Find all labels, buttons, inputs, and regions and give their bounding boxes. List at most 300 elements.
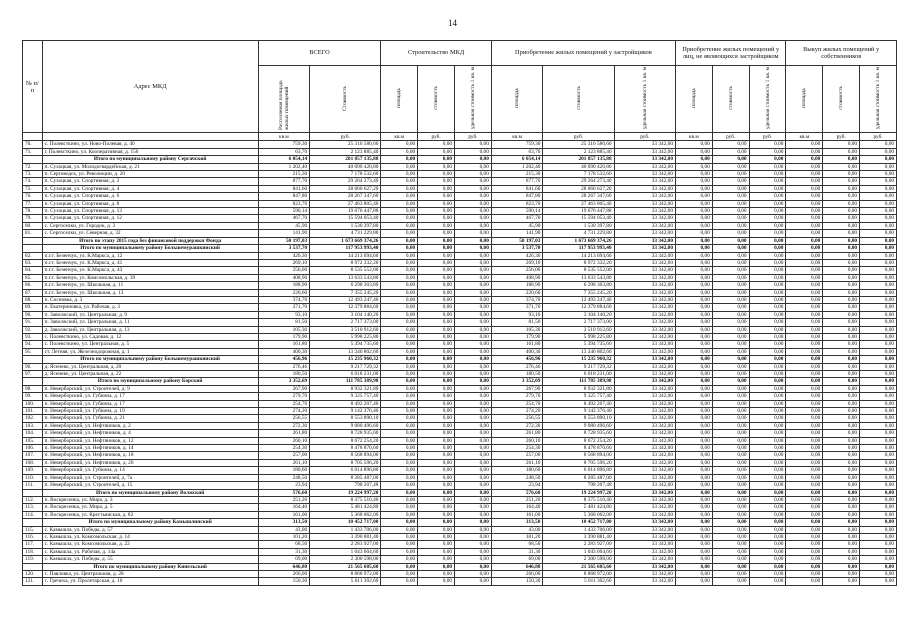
developer-area-cell: 248,50 (491, 474, 543, 481)
total-cost-cell: 8 972 332,20 (310, 259, 381, 266)
developer-area-cell: 400,30 (491, 348, 543, 355)
total-area-cell: 3 352,69 (258, 378, 310, 385)
construction-cell: 0,00 (455, 541, 492, 548)
developer-cost-cell: 15 235 960,32 (543, 356, 614, 363)
buyout-cell: 0,00 (860, 274, 897, 281)
buyout-cell: 0,00 (823, 237, 860, 244)
row-number: 84. (23, 267, 43, 274)
total-cost-cell: 8 868 972,00 (310, 570, 381, 577)
total-area-cell: 371,70 (258, 304, 310, 311)
construction-cell: 0,00 (381, 511, 418, 518)
total-area-cell: 23,94 (258, 482, 310, 489)
construction-cell: 0,00 (455, 563, 492, 570)
non-developer-cell: 0,00 (712, 141, 749, 148)
row-number: 103. (23, 422, 43, 429)
developer-unit-cost-cell: 33 342,00 (614, 496, 675, 503)
developer-area-cell: 408,90 (491, 274, 543, 281)
developer-cost-cell: 5 368 062,00 (543, 511, 614, 518)
unit-cell: кв.м (675, 133, 712, 141)
unit-cell: руб. (823, 133, 860, 141)
construction-cell: 0,00 (418, 378, 455, 385)
non-developer-cell: 0,00 (749, 445, 786, 452)
developer-area-cell: 257,00 (491, 452, 543, 459)
developer-unit-cost-cell: 33 342,00 (614, 393, 675, 400)
buyout-cell: 0,00 (823, 156, 860, 163)
non-developer-cell: 0,00 (675, 467, 712, 474)
developer-unit-cost-cell: 33 342,00 (614, 541, 675, 548)
non-developer-cell: 0,00 (712, 541, 749, 548)
address-cell: п. Неверборский, ул. Нефтяников, д. 4 (42, 430, 258, 437)
buyout-cell: 0,00 (823, 519, 860, 526)
developer-unit-cost-cell: 33 342,00 (614, 208, 675, 215)
developer-area-cell: 161,80 (491, 341, 543, 348)
address-cell: с. Гречиха, ул. Пролетарская, д. 10 (42, 578, 258, 585)
row-number: 73. (23, 171, 43, 178)
non-developer-cell: 0,00 (712, 467, 749, 474)
address-cell: с. Полевсткино, ул. Садовая, д. 12 (42, 333, 258, 340)
construction-cell: 0,00 (455, 519, 492, 526)
non-developer-cell: 0,00 (712, 296, 749, 303)
construction-cell: 0,00 (418, 185, 455, 192)
non-developer-cell: 0,00 (749, 415, 786, 422)
non-developer-cell: 0,00 (712, 415, 749, 422)
non-developer-cell: 0,00 (675, 193, 712, 200)
developer-area-cell: 3 352,69 (491, 378, 543, 385)
construction-cell: 0,00 (455, 437, 492, 444)
construction-cell: 0,00 (455, 467, 492, 474)
non-developer-cell: 0,00 (749, 319, 786, 326)
non-developer-cell: 0,00 (749, 267, 786, 274)
developer-cost-cell: 9 217 729,32 (543, 363, 614, 370)
developer-unit-cost-cell: 33 342,00 (614, 459, 675, 466)
buyout-cell: 0,00 (823, 222, 860, 229)
buyout-cell: 0,00 (860, 467, 897, 474)
non-developer-cell: 0,00 (749, 385, 786, 392)
total-cost-cell: 8 705 596,20 (310, 459, 381, 466)
buyout-cell: 0,00 (786, 570, 823, 577)
construction-cell: 0,00 (418, 274, 455, 281)
construction-cell: 0,00 (455, 200, 492, 207)
total-cost-cell: 9 080 496,60 (310, 422, 381, 429)
total-cost-cell: 9 142 376,40 (310, 408, 381, 415)
construction-cell: 0,00 (418, 141, 455, 148)
construction-cell: 0,00 (418, 296, 455, 303)
developer-unit-cost-cell: 33 342,00 (614, 237, 675, 244)
construction-cell: 0,00 (381, 408, 418, 415)
developer-cost-cell: 2 123 885,40 (543, 148, 614, 155)
non-developer-cell: 0,00 (712, 511, 749, 518)
non-developer-cell: 0,00 (712, 319, 749, 326)
total-area-cell: 3 537,70 (258, 245, 310, 252)
non-developer-cell: 0,00 (712, 215, 749, 222)
non-developer-cell: 0,00 (675, 341, 712, 348)
buyout-cell: 0,00 (823, 289, 860, 296)
construction-cell: 0,00 (455, 282, 492, 289)
non-developer-cell: 0,00 (712, 252, 749, 259)
buyout-cell: 0,00 (860, 533, 897, 540)
buyout-cell: 0,00 (823, 437, 860, 444)
unit-cell: кв.м (491, 133, 543, 141)
total-area-cell: 81,50 (258, 319, 310, 326)
total-area-cell: 823,70 (258, 200, 310, 207)
non-developer-cell: 0,00 (712, 245, 749, 252)
construction-cell: 0,00 (381, 422, 418, 429)
developer-cost-cell: 8 553 890,10 (543, 415, 614, 422)
table-row (23, 393, 897, 400)
non-developer-cell: 0,00 (712, 193, 749, 200)
total-area-cell: 180,60 (258, 467, 310, 474)
construction-cell: 0,00 (455, 482, 492, 489)
buyout-cell: 0,00 (860, 282, 897, 289)
buyout-cell: 0,00 (823, 496, 860, 503)
developer-area-cell: 266,00 (491, 570, 543, 577)
non-developer-cell: 0,00 (675, 259, 712, 266)
developer-unit-cost-cell: 33 342,00 (614, 178, 675, 185)
developer-cost-cell: 8 932 321,80 (543, 385, 614, 392)
non-developer-cell: 0,00 (749, 200, 786, 207)
developer-area-cell: 68,50 (491, 541, 543, 548)
construction-cell: 0,00 (381, 526, 418, 533)
buyout-cell: 0,00 (823, 556, 860, 563)
developer-cost-cell: 6 018 231,00 (543, 371, 614, 378)
construction-cell: 0,00 (455, 511, 492, 518)
developer-area-cell: 105,30 (491, 326, 543, 333)
total-area-cell: 374,70 (258, 296, 310, 303)
non-developer-cell: 0,00 (749, 222, 786, 229)
buyout-cell: 0,00 (860, 415, 897, 422)
buyout-cell: 0,00 (860, 400, 897, 407)
unit-cell: кв.м (381, 133, 418, 141)
buyout-cell: 0,00 (786, 467, 823, 474)
non-developer-cell: 0,00 (712, 371, 749, 378)
non-developer-cell: 0,00 (712, 200, 749, 207)
developer-unit-cost-cell: 33 342,00 (614, 422, 675, 429)
buyout-cell: 0,00 (786, 245, 823, 252)
developer-cost-cell: 9 325 757,40 (543, 393, 614, 400)
total-cost-cell: 8 553 890,10 (310, 415, 381, 422)
row-number: 74. (23, 178, 43, 185)
developer-unit-cost-cell: 33 342,00 (614, 141, 675, 148)
total-area-cell: 276,46 (258, 363, 310, 370)
address-cell: п. Сухоцкая, ул. Спортивная, д. 2 (42, 178, 258, 185)
buyout-cell: 0,00 (823, 385, 860, 392)
non-developer-cell: 0,00 (675, 245, 712, 252)
developer-unit-cost-cell: 33 342,00 (614, 474, 675, 481)
address-cell: с. Сергоселки, ул. Северная, д. 32 (42, 230, 258, 237)
non-developer-cell: 0,00 (712, 237, 749, 244)
buyout-cell: 0,00 (786, 496, 823, 503)
developer-unit-cost-cell: 33 342,00 (614, 274, 675, 281)
row-number (23, 378, 43, 385)
table-row (23, 422, 897, 429)
sub-header-text: площадь (396, 87, 403, 108)
unit-cell: руб. (455, 133, 492, 141)
buyout-cell: 0,00 (786, 289, 823, 296)
construction-cell: 0,00 (381, 563, 418, 570)
table-row (23, 408, 897, 415)
row-number: 81. (23, 230, 43, 237)
construction-cell: 0,00 (455, 415, 492, 422)
non-developer-cell: 0,00 (749, 474, 786, 481)
buyout-cell: 0,00 (860, 348, 897, 355)
construction-cell: 0,00 (455, 533, 492, 540)
buyout-cell: 0,00 (823, 408, 860, 415)
buyout-cell: 0,00 (786, 511, 823, 518)
construction-cell: 0,00 (381, 148, 418, 155)
group-header-non-developer: Приобретение жилых помещений у лиц, не являющихся застройщиком (675, 41, 785, 66)
buyout-cell: 0,00 (860, 156, 897, 163)
developer-cost-cell: 19 224 997,20 (543, 489, 614, 496)
developer-area-cell: 823,70 (491, 200, 543, 207)
non-developer-cell: 0,00 (675, 178, 712, 185)
total-area-cell: 63,70 (258, 148, 310, 155)
buyout-cell: 0,00 (823, 511, 860, 518)
non-developer-cell: 0,00 (675, 408, 712, 415)
buyout-cell: 0,00 (860, 393, 897, 400)
buyout-cell: 0,00 (786, 141, 823, 148)
non-developer-cell: 0,00 (749, 519, 786, 526)
non-developer-cell: 0,00 (712, 259, 749, 266)
construction-cell: 0,00 (381, 311, 418, 318)
non-developer-cell: 0,00 (675, 274, 712, 281)
developer-cost-cell: 8 375 510,40 (543, 496, 614, 503)
subtotal-label: Итого по муниципальному району Сергачский (42, 156, 258, 163)
buyout-cell: 0,00 (823, 452, 860, 459)
total-area-cell: 93,10 (258, 311, 310, 318)
construction-cell: 0,00 (418, 408, 455, 415)
buyout-cell: 0,00 (786, 163, 823, 170)
table-row (23, 526, 897, 533)
total-area-cell: 69,00 (258, 556, 310, 563)
table-row (23, 304, 897, 311)
non-developer-cell: 0,00 (749, 237, 786, 244)
table-row (23, 311, 897, 318)
sub-header-cell (860, 66, 897, 133)
construction-cell: 0,00 (455, 215, 492, 222)
row-number: 83. (23, 259, 43, 266)
buyout-cell: 0,00 (823, 489, 860, 496)
buyout-cell: 0,00 (823, 171, 860, 178)
buyout-cell: 0,00 (860, 326, 897, 333)
non-developer-cell: 0,00 (749, 570, 786, 577)
developer-unit-cost-cell: 33 342,00 (614, 511, 675, 518)
row-number: 92. (23, 326, 43, 333)
row-number: 97. (23, 371, 43, 378)
non-developer-cell: 0,00 (749, 459, 786, 466)
row-number: 110. (23, 474, 43, 481)
buyout-cell: 0,00 (823, 482, 860, 489)
row-number: 94. (23, 341, 43, 348)
unit-cell (23, 133, 43, 141)
non-developer-cell: 0,00 (675, 289, 712, 296)
buyout-cell: 0,00 (786, 504, 823, 511)
non-developer-cell: 0,00 (712, 548, 749, 555)
developer-area-cell: 6 054,14 (491, 156, 543, 163)
developer-area-cell: 877,70 (491, 178, 543, 185)
subtotal-row (23, 489, 897, 496)
row-number: 85. (23, 274, 43, 281)
total-area-cell: 847,80 (258, 193, 310, 200)
non-developer-cell: 0,00 (749, 193, 786, 200)
buyout-cell: 0,00 (860, 363, 897, 370)
developer-area-cell: 590,14 (491, 208, 543, 215)
construction-cell: 0,00 (418, 304, 455, 311)
buyout-cell: 0,00 (823, 415, 860, 422)
unit-cell: руб. (418, 133, 455, 141)
total-cost-cell: 5 011 302,60 (310, 578, 381, 585)
buyout-cell: 0,00 (860, 185, 897, 192)
row-number: 86. (23, 282, 43, 289)
construction-cell: 0,00 (381, 519, 418, 526)
non-developer-cell: 0,00 (712, 496, 749, 503)
construction-cell: 0,00 (381, 482, 418, 489)
developer-cost-cell: 5 481 424,80 (543, 504, 614, 511)
address-cell: п. Неверборский, ул. Губкина, д. 17 (42, 393, 258, 400)
buyout-cell: 0,00 (786, 356, 823, 363)
buyout-cell: 0,00 (860, 408, 897, 415)
buyout-cell: 0,00 (860, 563, 897, 570)
developer-cost-cell: 14 213 694,60 (543, 252, 614, 259)
non-developer-cell: 0,00 (712, 489, 749, 496)
non-developer-cell: 0,00 (749, 252, 786, 259)
construction-cell: 0,00 (381, 222, 418, 229)
buyout-cell: 0,00 (786, 430, 823, 437)
non-developer-cell: 0,00 (749, 533, 786, 540)
buyout-cell: 0,00 (786, 519, 823, 526)
table-row (23, 445, 897, 452)
buyout-cell: 0,00 (823, 200, 860, 207)
buyout-cell: 0,00 (823, 378, 860, 385)
buyout-cell: 0,00 (786, 274, 823, 281)
row-number (23, 489, 43, 496)
buyout-cell: 0,00 (860, 141, 897, 148)
buyout-cell: 0,00 (860, 385, 897, 392)
table-row (23, 482, 897, 489)
developer-unit-cost-cell: 33 342,00 (614, 267, 675, 274)
table-row (23, 319, 897, 326)
buyout-cell: 0,00 (786, 459, 823, 466)
total-area-cell: 254,70 (258, 400, 310, 407)
non-developer-cell: 0,00 (712, 393, 749, 400)
non-developer-cell: 0,00 (675, 563, 712, 570)
developer-area-cell: 467,70 (491, 215, 543, 222)
address-cell: п. Неверборский, ул. Нефтяников, д. 14 (42, 445, 258, 452)
construction-cell: 0,00 (418, 245, 455, 252)
construction-cell: 0,00 (381, 400, 418, 407)
construction-cell: 0,00 (418, 333, 455, 340)
non-developer-cell: 0,00 (712, 378, 749, 385)
non-developer-cell: 0,00 (749, 171, 786, 178)
address-cell: п.г.т. Безенчук, ул. Школьная, д. 11 (42, 282, 258, 289)
total-cost-cell: 8 728 935,60 (310, 430, 381, 437)
sub-header-text: удельная стоимость 1 кв. м (469, 66, 476, 130)
total-cost-cell: 13 633 543,80 (310, 274, 381, 281)
buyout-cell: 0,00 (860, 333, 897, 340)
developer-area-cell: 63,70 (491, 148, 543, 155)
buyout-cell: 0,00 (786, 326, 823, 333)
total-area-cell: 43,00 (258, 526, 310, 533)
buyout-cell: 0,00 (823, 578, 860, 585)
address-cell: п. Сосновка, д. 3 (42, 296, 258, 303)
developer-area-cell: 841,60 (491, 185, 543, 192)
developer-cost-cell: 8 478 870,60 (543, 445, 614, 452)
buyout-cell: 0,00 (823, 185, 860, 192)
construction-cell: 0,00 (381, 385, 418, 392)
total-area-cell: 400,30 (258, 348, 310, 355)
buyout-cell: 0,00 (823, 230, 860, 237)
construction-cell: 0,00 (418, 215, 455, 222)
non-developer-cell: 0,00 (675, 452, 712, 459)
buyout-cell: 0,00 (823, 304, 860, 311)
developer-unit-cost-cell: 33 342,00 (614, 430, 675, 437)
table-row (23, 496, 897, 503)
construction-cell: 0,00 (418, 178, 455, 185)
buyout-cell: 0,00 (823, 141, 860, 148)
construction-cell: 0,00 (381, 363, 418, 370)
buyout-cell: 0,00 (860, 259, 897, 266)
developer-cost-cell: 7 355 245,20 (543, 289, 614, 296)
buyout-cell: 0,00 (823, 252, 860, 259)
construction-cell: 0,00 (418, 237, 455, 244)
subtotal-label: Итого по этапу 2015 года без финансовой поддержки Фонда (42, 237, 258, 244)
row-number: 111. (23, 482, 43, 489)
non-developer-cell: 0,00 (712, 400, 749, 407)
developer-unit-cost-cell: 33 342,00 (614, 171, 675, 178)
construction-cell: 0,00 (455, 274, 492, 281)
total-cost-cell: 8 492 207,40 (310, 400, 381, 407)
construction-cell: 0,00 (381, 282, 418, 289)
non-developer-cell: 0,00 (712, 326, 749, 333)
group-header-construction: Строительство МКД (381, 41, 491, 66)
row-number: 71. (23, 148, 43, 155)
construction-cell: 0,00 (418, 422, 455, 429)
construction-cell: 0,00 (381, 141, 418, 148)
buyout-cell: 0,00 (786, 452, 823, 459)
construction-cell: 0,00 (418, 252, 455, 259)
construction-cell: 0,00 (381, 578, 418, 585)
construction-cell: 0,00 (418, 400, 455, 407)
construction-cell: 0,00 (455, 371, 492, 378)
total-area-cell: 456,96 (258, 356, 310, 363)
non-developer-cell: 0,00 (712, 148, 749, 155)
developer-cost-cell: 4 731 229,80 (543, 230, 614, 237)
construction-cell: 0,00 (381, 289, 418, 296)
total-cost-cell: 1 530 397,80 (310, 222, 381, 229)
non-developer-cell: 0,00 (675, 556, 712, 563)
developer-cost-cell: 8 672 254,20 (543, 437, 614, 444)
construction-cell: 0,00 (418, 341, 455, 348)
address-cell: п. Неверборский, ул. Губкина, д. 17 (42, 400, 258, 407)
buyout-cell: 0,00 (860, 541, 897, 548)
row-number (23, 156, 43, 163)
non-developer-cell: 0,00 (749, 311, 786, 318)
developer-unit-cost-cell: 33 342,00 (614, 452, 675, 459)
construction-cell: 0,00 (381, 163, 418, 170)
developer-cost-cell: 8 568 894,00 (543, 452, 614, 459)
row-number: 119. (23, 556, 43, 563)
non-developer-cell: 0,00 (749, 378, 786, 385)
construction-cell: 0,00 (455, 496, 492, 503)
sub-header-cell (786, 66, 823, 133)
row-number: 109. (23, 467, 43, 474)
total-area-cell: 161,00 (258, 511, 310, 518)
sub-header-cell (418, 66, 455, 133)
developer-unit-cost-cell: 33 342,00 (614, 245, 675, 252)
buyout-cell: 0,00 (823, 474, 860, 481)
developer-unit-cost-cell: 33 342,00 (614, 378, 675, 385)
buyout-cell: 0,00 (860, 148, 897, 155)
developer-area-cell: 254,70 (491, 400, 543, 407)
